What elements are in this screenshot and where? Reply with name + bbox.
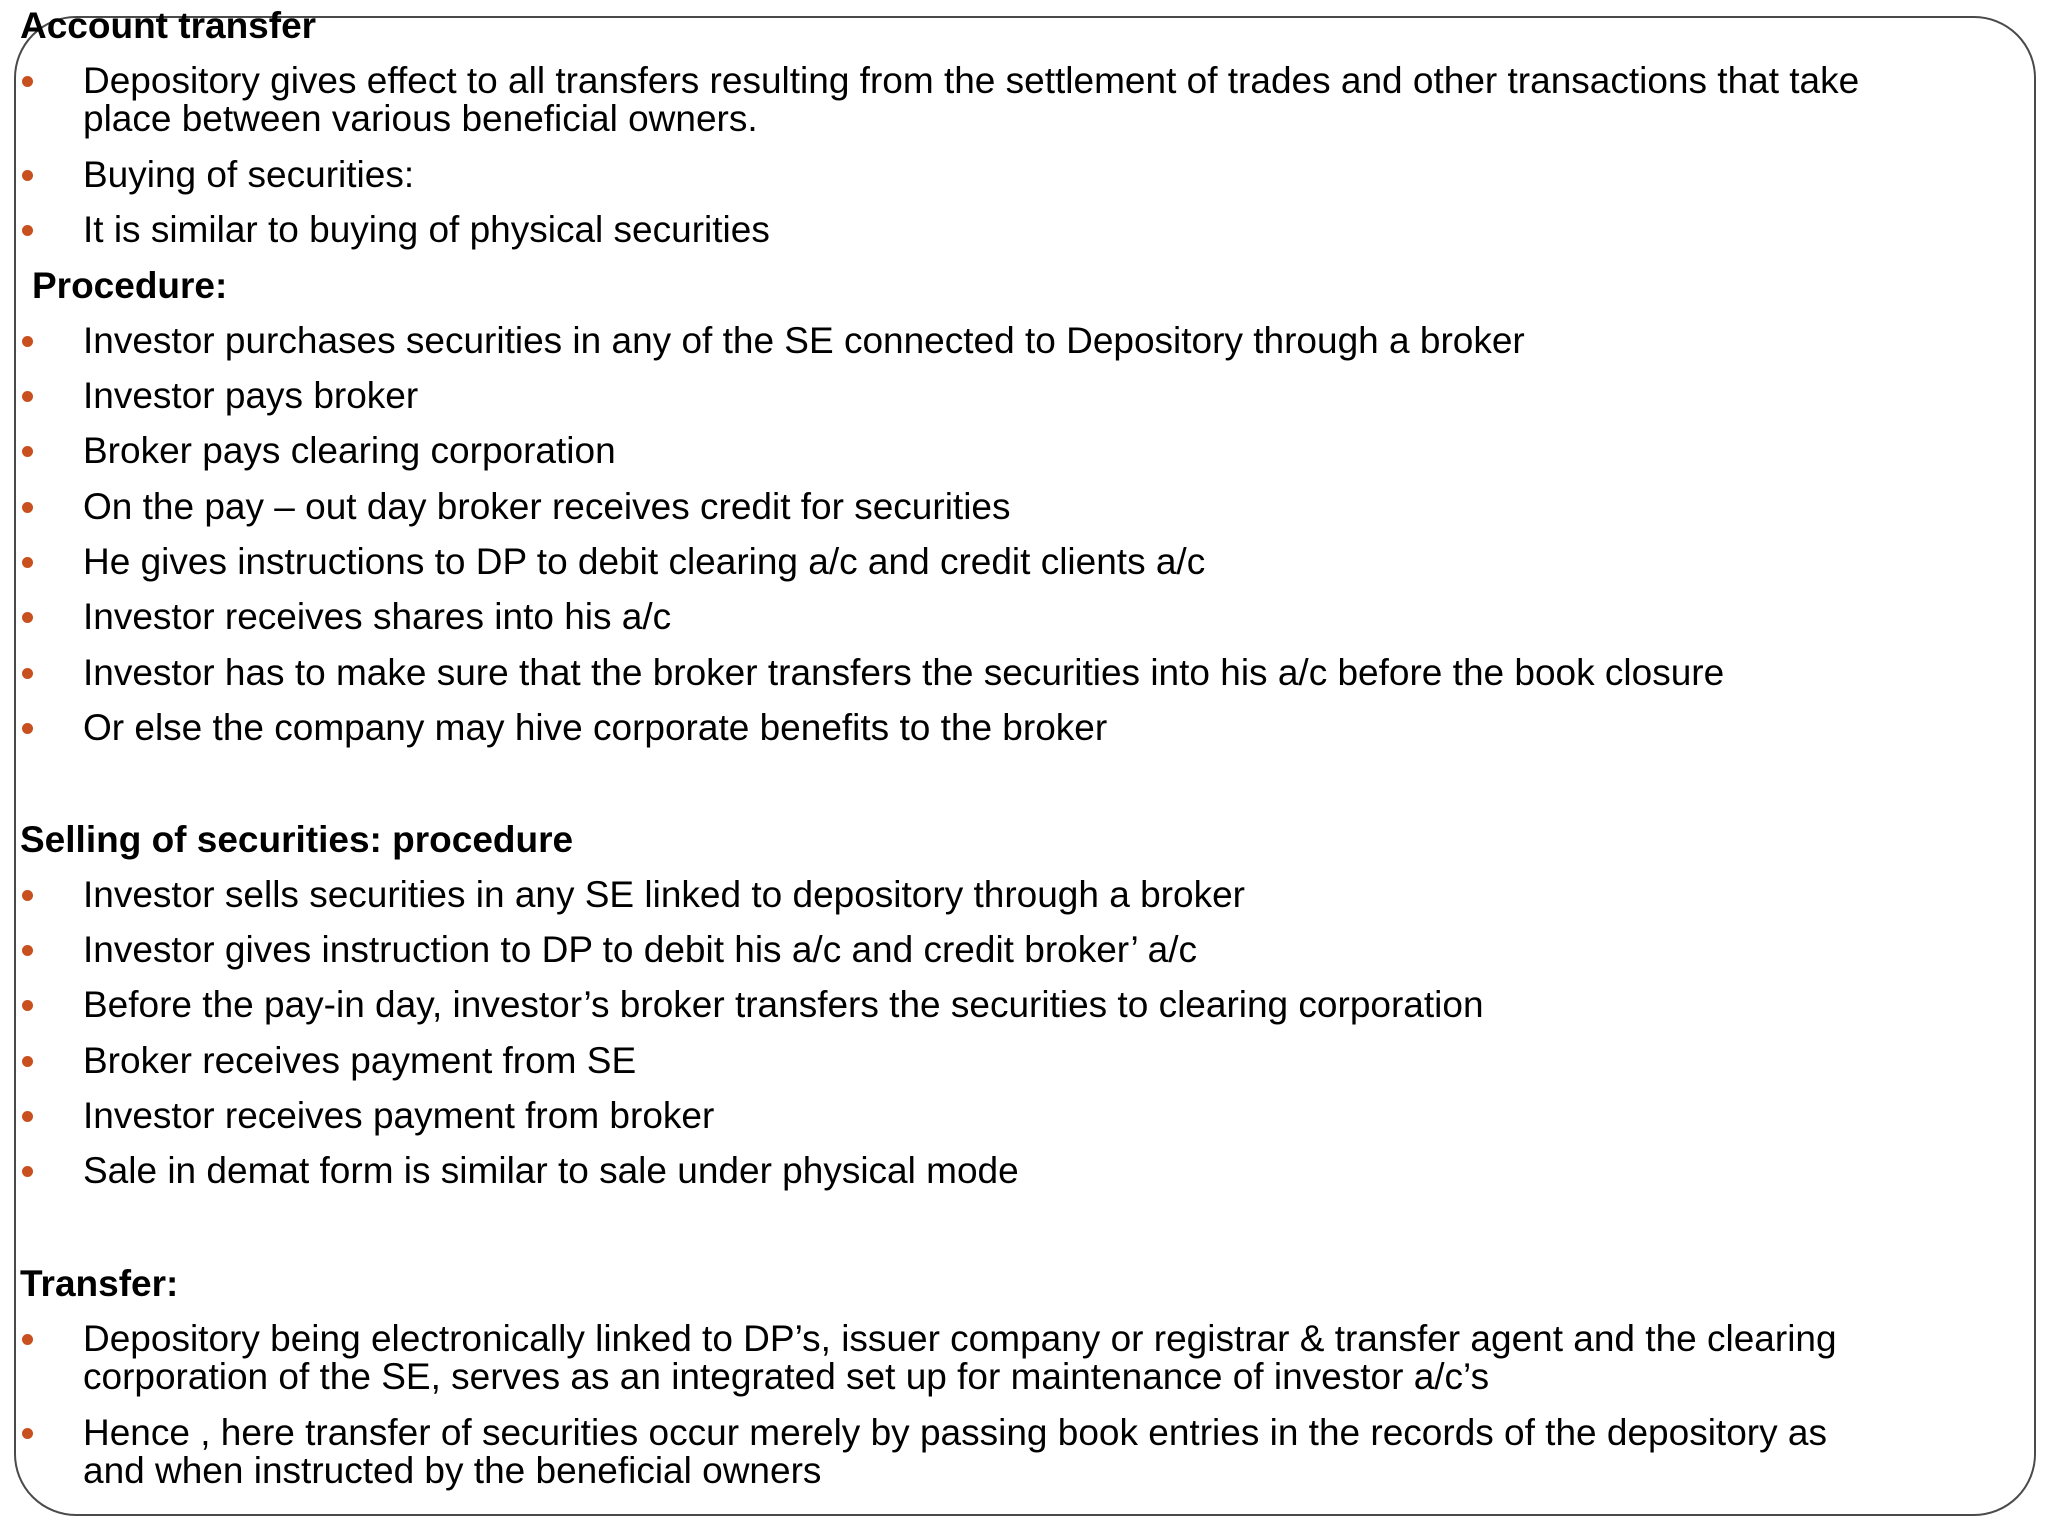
- list-item-text: Depository being electronically linked to DP’s, issuer company or registrar & transfer agent and the clearing corporation of the SE, serves as an integrated set up for maintenance of investor a/c’s: [83, 1318, 1837, 1397]
- bullet-dot-icon: [22, 1166, 33, 1177]
- bullet-dot-icon: [22, 76, 33, 87]
- list-item: [0, 1152, 2048, 1192]
- list-item: [0, 598, 2048, 638]
- list-item-text: Broker receives payment from SE: [83, 1040, 637, 1081]
- list-item-text: Investor receives payment from broker: [83, 1095, 715, 1136]
- bullet-dot-icon: [22, 1000, 33, 1011]
- heading-transfer: Transfer:: [20, 1263, 179, 1304]
- list-item: [0, 543, 2048, 583]
- bullet-dot-icon: [22, 1428, 33, 1439]
- list-item: [0, 654, 2048, 694]
- list-item-text: Sale in demat form is similar to sale under physical mode: [83, 1150, 1019, 1191]
- list-item-text: Hence , here transfer of securities occur merely by passing book entries in the records of the depository as and when instructed by the beneficial owners: [83, 1412, 1827, 1491]
- bullet-dot-icon: [22, 1111, 33, 1122]
- list-item-text: Investor purchases securities in any of the SE connected to Depository through a broker: [83, 320, 1525, 361]
- list-item: [0, 1097, 2048, 1137]
- bullet-dot-icon: [22, 557, 33, 568]
- list-item-text: He gives instructions to DP to debit clearing a/c and credit clients a/c: [83, 541, 1206, 582]
- bullet-dot-icon: [22, 170, 33, 181]
- list-item: [0, 1414, 2048, 1494]
- list-item-text: Investor gives instruction to DP to debit his a/c and credit broker’ a/c: [83, 929, 1197, 970]
- bullet-dot-icon: [22, 336, 33, 347]
- bullet-dot-icon: [22, 391, 33, 402]
- list-item: [0, 931, 2048, 971]
- list-item-text: Before the pay-in day, investor’s broker transfers the securities to clearing corporation: [83, 984, 1484, 1025]
- bullet-dot-icon: [22, 668, 33, 679]
- list-item: [0, 432, 2048, 472]
- list-item: [0, 322, 2048, 362]
- list-item: [0, 876, 2048, 916]
- list-item: [0, 488, 2048, 528]
- list-item-text: Investor has to make sure that the broker transfers the securities into his a/c before the book closure: [83, 652, 1725, 693]
- list-item: [0, 211, 2048, 251]
- list-item-text: Broker pays clearing corporation: [83, 430, 616, 471]
- list-item-text: Depository gives effect to all transfers resulting from the settlement of trades and other transactions that take place between various beneficial owners.: [83, 60, 1860, 139]
- list-item-text: Investor sells securities in any SE linked to depository through a broker: [83, 874, 1245, 915]
- list-item-text: Investor receives shares into his a/c: [83, 596, 672, 637]
- list-item: [0, 156, 2048, 196]
- bullet-dot-icon: [22, 502, 33, 513]
- list-item: [0, 709, 2048, 749]
- list-item: [0, 1320, 2048, 1400]
- list-item: [0, 62, 2048, 142]
- bullet-dot-icon: [22, 446, 33, 457]
- bullet-dot-icon: [22, 1334, 33, 1345]
- bullet-dot-icon: [22, 890, 33, 901]
- bullet-dot-icon: [22, 723, 33, 734]
- bullet-dot-icon: [22, 945, 33, 956]
- list-item-text: Buying of securities:: [83, 154, 415, 195]
- bullet-dot-icon: [22, 225, 33, 236]
- list-item-text: Investor pays broker: [83, 375, 419, 416]
- heading-account-transfer: Account transfer: [20, 5, 317, 46]
- bullet-dot-icon: [22, 612, 33, 623]
- list-item-text: On the pay – out day broker receives credit for securities: [83, 486, 1011, 527]
- list-item: [0, 986, 2048, 1026]
- list-item-text: It is similar to buying of physical securities: [83, 209, 770, 250]
- list-item: [0, 377, 2048, 417]
- list-item: [0, 1042, 2048, 1082]
- list-item-text: Or else the company may hive corporate benefits to the broker: [83, 707, 1108, 748]
- heading-procedure: Procedure:: [32, 265, 228, 306]
- heading-selling-procedure: Selling of securities: procedure: [20, 819, 574, 860]
- bullet-dot-icon: [22, 1056, 33, 1067]
